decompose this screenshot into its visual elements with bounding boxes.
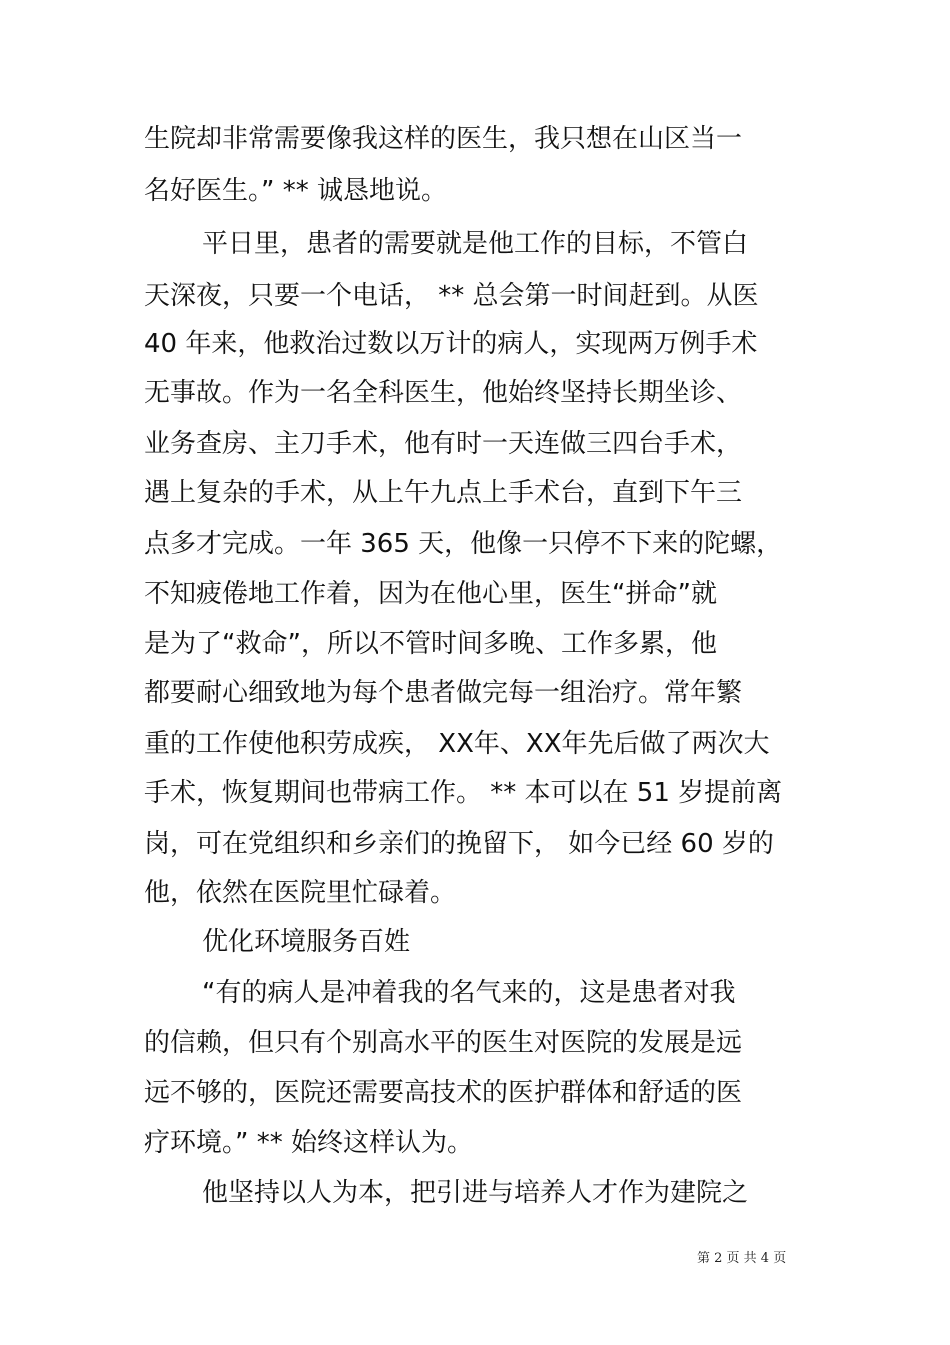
text-line: 名好医生。” ** 诚恳地说。 — [144, 176, 447, 206]
text-line: 是为了“救命”，所以不管时间多晚、工作多累，他 — [144, 629, 717, 659]
text-line: 无事故。作为一名全科医生，他始终坚持长期坐诊、 — [144, 378, 743, 408]
text-line: 他坚持以人为本，把引进与培养人才作为建院之 — [202, 1178, 749, 1208]
text-line: 的信赖，但只有个别高水平的医生对医院的发展是远 — [144, 1028, 743, 1058]
text-line: 平日里，患者的需要就是他工作的目标，不管白 — [202, 229, 749, 259]
text-line: “有的病人是冲着我的名气来的，这是患者对我 — [202, 978, 736, 1008]
text-line: 点多才完成。一年 365 天，他像一只停不下来的陀螺， — [144, 529, 783, 559]
page-number-footer: 第 2 页 共 4 页 — [697, 1251, 787, 1266]
text-line: 重的工作使他积劳成疾， XX年、XX年先后做了两次大 — [144, 729, 770, 759]
text-line: 他，依然在医院里忙碌着。 — [144, 878, 457, 908]
text-line: 40 年来，他救治过数以万计的病人，实现两万例手术 — [144, 329, 758, 359]
text-line: 都要耐心细致地为每个患者做完每一组治疗。常年繁 — [144, 678, 743, 708]
text-line: 生院却非常需要像我这样的医生，我只想在山区当一 — [144, 124, 743, 154]
text-line: 天深夜，只要一个电话， ** 总会第一时间赶到。从医 — [144, 281, 759, 311]
text-line: 岗，可在党组织和乡亲们的挽留下， 如今已经 60 岁的 — [144, 829, 774, 859]
text-line: 远不够的，医院还需要高技术的医护群体和舒适的医 — [144, 1078, 743, 1108]
text-line: 手术，恢复期间也带病工作。 ** 本可以在 51 岁提前离 — [144, 778, 783, 808]
text-line: 不知疲倦地工作着，因为在他心里，医生“拼命”就 — [144, 579, 717, 609]
text-line: 疗环境。” ** 始终这样认为。 — [144, 1128, 473, 1158]
text-line: 遇上复杂的手术，从上午九点上手术台，直到下午三 — [144, 478, 743, 508]
section-heading: 优化环境服务百姓 — [202, 927, 411, 957]
text-line: 业务查房、主刀手术，他有时一天连做三四台手术， — [144, 429, 743, 459]
